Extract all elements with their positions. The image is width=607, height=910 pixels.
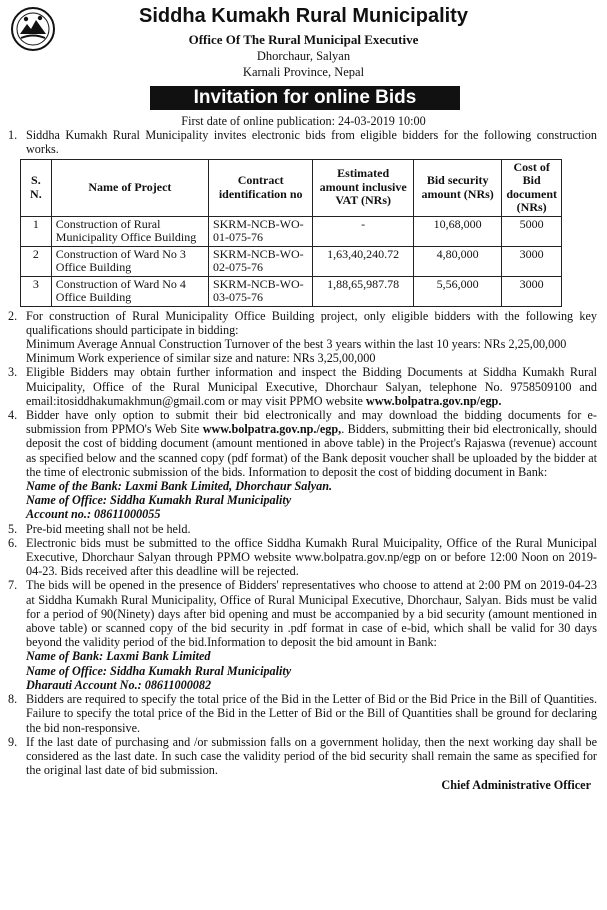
cell-contract-id: SKRM-NCB-WO-01-075-76	[208, 216, 312, 246]
cell-doc-cost: 3000	[502, 276, 562, 306]
cell-contract-id: SKRM-NCB-WO-03-075-76	[208, 276, 312, 306]
signatory-title: Chief Administrative Officer	[441, 778, 591, 793]
col-header-doc-cost: Cost of Bid document (NRs)	[502, 159, 562, 216]
clause-7	[8, 578, 597, 692]
ppmo-website-link[interactable]: www.bolpatra.gov.np/egp.	[365, 393, 502, 408]
clause-number: 2.	[8, 308, 18, 323]
office-account-name: Name of Office: Siddha Kumakh Rural Municipality	[26, 663, 292, 678]
clause-text: Bidder have only option to submit their bid electronically and may download the bidding documents for e-submission from PPMO's Web Site	[26, 408, 597, 437]
cell-estimated-amount: 1,88,65,987.78	[313, 276, 414, 306]
cell-bid-security: 4,80,000	[413, 246, 501, 276]
notice-banner: Invitation for online Bids	[150, 86, 460, 110]
table-row	[21, 216, 562, 246]
clause-text: Siddha Kumakh Rural Municipality invites electronic bids from eligible bidders for the following construction works.	[26, 128, 597, 157]
cell-sn: 2	[21, 246, 52, 276]
clause-number: 8.	[8, 692, 18, 707]
address-line-2: Karnali Province, Nepal	[242, 65, 365, 79]
cell-project: Construction of Ward No 3 Office Building	[51, 246, 208, 276]
clause-text: The bids will be opened in the presence of Bidders' representatives who choose to attend at 2:00 PM on 2019-04-23 at Siddha Kumakh Rural Municipality, Office of Rural Municipal Executive, Dhorchaur, Salyan. Bids must be valid for a period of 90(Ninety) days after bid opening and must be accompanied by a bid security (amount mentioned in above table) or scanned copy of the bid security in .pdf format in case of e-bid, which shall be valid for 30 days beyond the validity period of the bid.Information to deposit the bid amount in Bank:	[26, 578, 597, 650]
clause-number: 1.	[8, 128, 18, 143]
table-header-row	[21, 159, 562, 216]
clause-text: Bidders are required to specify the total price of the Bid in the Letter of Bid or the Bid Price in the Bill of Quantities. Failure to specify the total price of the Bid in the Letter of Bid or the Bill of Quantities shall be ground for declaring the bid non-responsive.	[26, 692, 597, 735]
cell-estimated-amount: 1,63,40,240.72	[313, 246, 414, 276]
office-name: Office Of The Rural Municipal Executive	[188, 32, 419, 47]
address-line-1: Dhorchaur, Salyan	[256, 49, 351, 63]
ppmo-website-link[interactable]: www.bolpatra.gov.np./egp,	[202, 422, 342, 437]
clause-number: 5.	[8, 521, 18, 536]
clause-number: 3.	[8, 365, 18, 380]
bank-name: Name of Bank: Laxmi Bank Limited	[26, 649, 211, 664]
clause-number: 7.	[8, 578, 18, 593]
col-header-contract-id: Contract identification no	[208, 159, 312, 216]
cell-contract-id: SKRM-NCB-WO-02-075-76	[208, 246, 312, 276]
clause-4	[8, 408, 597, 522]
cell-estimated-amount: -	[313, 216, 414, 246]
table-row	[21, 246, 562, 276]
clause-text: For construction of Rural Municipality Office Building project, only eligible bidders with the following key qualifications should participate in bidding:	[26, 308, 597, 337]
clause-number: 6.	[8, 535, 18, 550]
cell-bid-security: 5,56,000	[413, 276, 501, 306]
turnover-requirement: Minimum Average Annual Construction Turnover of the best 3 years within the last 10 years: NRs 2,25,00,000	[26, 337, 567, 352]
bank-name: Name of the Bank: Laxmi Bank Limited, Dhorchaur Salyan.	[26, 479, 333, 494]
account-number: Account no.: 08611000055	[26, 507, 161, 522]
cell-project: Construction of Ward No 4 Office Building	[51, 276, 208, 306]
bid-table	[20, 159, 562, 307]
notice-header	[0, 0, 607, 108]
clause-text-continued: . Bidders, submitting their bid electronically, should deposit the cost of bidding document (amount mentioned in above table) in the Project's Rajaswa (revenue) account as specified below and the scanned copy (pdf format) of the Bank deposit voucher shall be uploaded by the bidder at the time of electronic submission of the bids. Information to deposit the cost of bidding document in Bank:	[26, 422, 597, 479]
notice-body	[0, 128, 607, 792]
cell-sn: 3	[21, 276, 52, 306]
clause-9	[8, 735, 597, 778]
table-row	[21, 276, 562, 306]
clause-text: Eligible Bidders may obtain further information and inspect the Bidding Documents at Siddha Kumakh Rural Muicipality, Office of the Rural Municipal Executive, Dhorchaur Salyan, telephone No. 9758509100 and email:itosiddhakumakhmun@gmail.com or may visit PPMO website	[26, 365, 597, 408]
experience-requirement: Minimum Work experience of similar size and nature: NRs 3,25,00,000	[26, 351, 376, 366]
publication-date: First date of online publication: 24-03-2019 10:00	[181, 114, 426, 128]
account-number: Dharauti Account No.: 08611000082	[26, 677, 212, 692]
municipality-title: Siddha Kumakh Rural Municipality	[139, 5, 468, 27]
col-header-estimated-amount: Estimated amount inclusive VAT (NRs)	[313, 159, 414, 216]
col-header-sn: S. N.	[21, 159, 52, 216]
clause-text: Pre-bid meeting shall not be held.	[26, 521, 191, 536]
cell-project: Construction of Rural Municipality Office Building	[51, 216, 208, 246]
clause-1	[8, 128, 597, 156]
clause-text: Electronic bids must be submitted to the office Siddha Kumakh Rural Muicipality, Office of the Rural Municipal Executive, Dhorchaur Salyan through PPMO website www.bolpatra.gov.np/egp on or before 12:00 Noon on 2019-04-23. Bids received after this deadline will be rejected.	[26, 535, 597, 579]
col-header-bid-security: Bid security amount (NRs)	[413, 159, 501, 216]
clause-3	[8, 365, 597, 408]
clause-6	[8, 536, 597, 579]
clause-number: 9.	[8, 734, 18, 749]
cell-sn: 1	[21, 216, 52, 246]
clause-text: If the last date of purchasing and /or submission falls on a government holiday, then the next working day shall be considered as the last date. In such case the validity period of the bid security shall remain the same as specified for the original last date of bid submission.	[26, 734, 597, 778]
clause-2	[8, 309, 597, 366]
clause-number: 4.	[8, 408, 18, 423]
clause-8	[8, 692, 597, 735]
col-header-project: Name of Project	[51, 159, 208, 216]
office-account-name: Name of Office: Siddha Kumakh Rural Municipality	[26, 493, 292, 508]
cell-doc-cost: 3000	[502, 246, 562, 276]
cell-bid-security: 10,68,000	[413, 216, 501, 246]
cell-doc-cost: 5000	[502, 216, 562, 246]
clause-5	[8, 522, 597, 536]
